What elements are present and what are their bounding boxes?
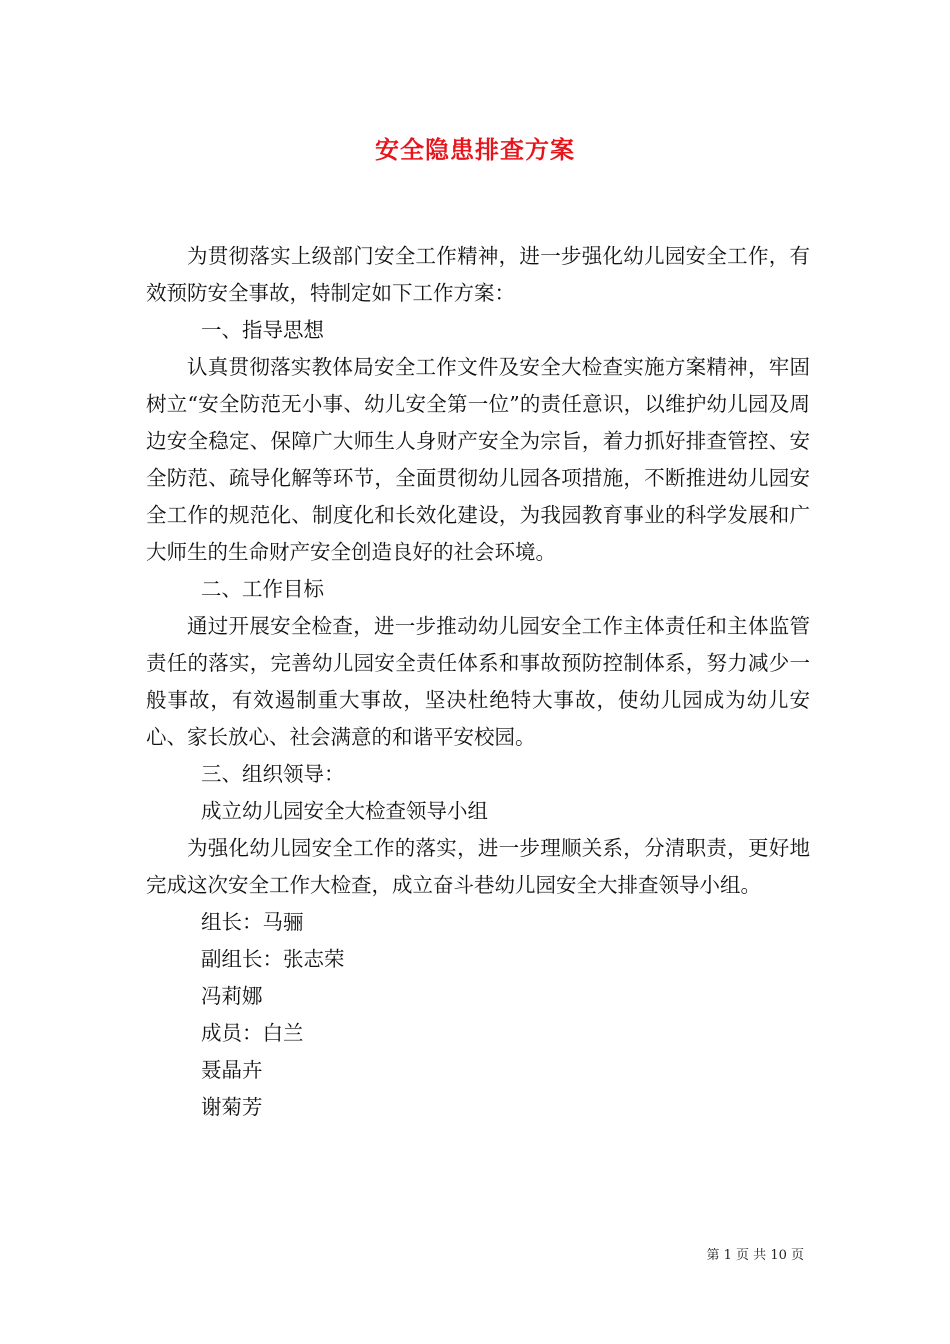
document-title: 安全隐患排查方案	[375, 135, 575, 164]
member-line-deputy-leader: 副组长：张志荣	[201, 947, 345, 971]
section-heading-work-goals: 二、工作目标	[201, 577, 324, 601]
intro-paragraph: 为贯彻落实上级部门安全工作精神，进一步强化幼儿园安全工作，有效预防安全事故，特制定如下工作方案：	[146, 244, 810, 305]
organization-paragraph: 为强化幼儿园安全工作的落实，进一步理顺关系，分清职责，更好地完成这次安全工作大检查，成立奋斗巷幼儿园安全大排查领导小组。	[146, 836, 810, 897]
member-line-deputy-leader-2: 冯莉娜	[201, 984, 263, 1008]
member-line-members: 成员：白兰	[201, 1021, 304, 1045]
member-line-member-2: 聂晶卉	[201, 1058, 263, 1082]
organization-subheading: 成立幼儿园安全大检查领导小组	[201, 799, 488, 823]
work-goals-paragraph: 通过开展安全检查，进一步推动幼儿园安全工作主体责任和主体监管责任的落实，完善幼儿园安全责任体系和事故预防控制体系，努力减少一般事故，有效遏制重大事故，坚决杜绝特大事故，使幼儿园成为幼儿安心、家长放心、社会满意的和谐平安校园。	[146, 614, 810, 749]
section-heading-guiding-ideology: 一、指导思想	[201, 318, 324, 342]
document-body	[146, 238, 810, 1126]
page-number: 第 1 页 共 10 页	[706, 1248, 804, 1263]
member-line-member-3: 谢菊芳	[201, 1095, 263, 1119]
section-heading-organization: 三、组织领导：	[201, 762, 345, 786]
guiding-ideology-paragraph: 认真贯彻落实教体局安全工作文件及安全大检查实施方案精神，牢固树立“安全防范无小事、幼儿安全第一位”的责任意识，以维护幼儿园及周边安全稳定、保障广大师生人身财产安全为宗旨，着力抓好排查管控、安全防范、疏导化解等环节，全面贯彻幼儿园各项措施，不断推进幼儿园安全工作的规范化、制度化和长效化建设，为我园教育事业的科学发展和广大师生的生命财产安全创造良好的社会环境。	[146, 355, 810, 564]
member-line-leader: 组长：马骊	[201, 910, 304, 934]
